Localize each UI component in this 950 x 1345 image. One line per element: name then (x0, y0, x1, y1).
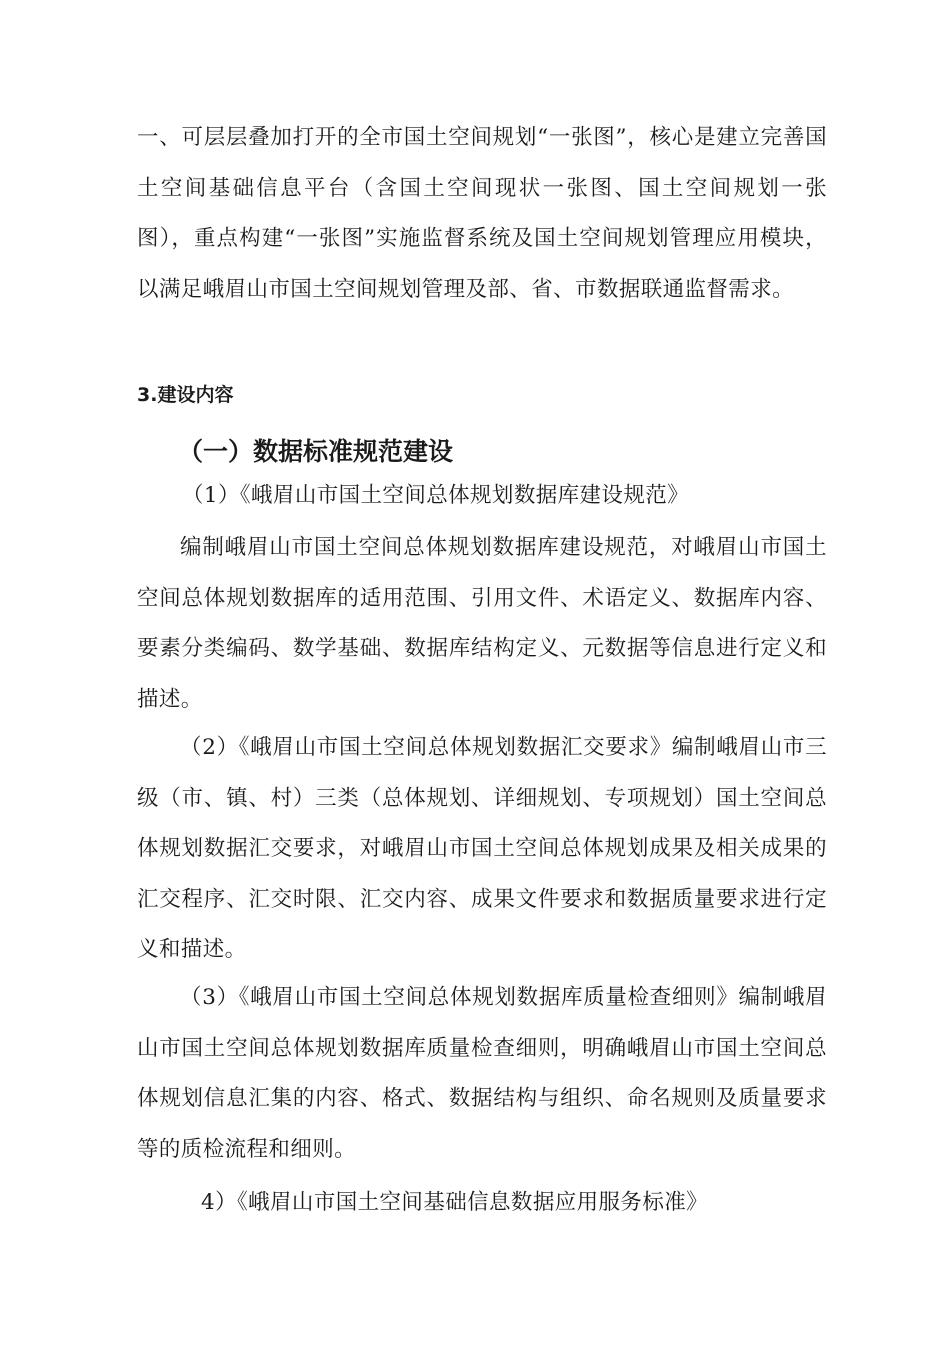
item-1-title: （1）《峨眉山市国土空间总体规划数据库建设规范》 (182, 483, 690, 508)
section-heading: 3.建设内容 (137, 384, 234, 406)
intro-paragraph: 一、可层层叠加打开的全市国土空间规划“一张图”，核心是建立完善国土空间基础信息平台（含国土空间现状一张图、国土空间规划一张图），重点构建“一张图”实施监督系统及国土空间规划管理应用模块，以满足峨眉山市国土空间规划管理及部、省、市数据联通监督需求。 (137, 125, 827, 302)
subsection-heading: （一）数据标准规范建设 (178, 437, 454, 466)
item-2-body: （2）《峨眉山市国土空间总体规划数据汇交要求》编制峨眉山市三级（市、镇、村）三类（总体规划、详细规划、专项规划）国土空间总体规划数据汇交要求，对峨眉山市国土空间总体规划成果及相关成果的汇交程序、汇交时限、汇交内容、成果文件要求和数据质量要求进行定义和描述。 (137, 735, 827, 962)
item-4-title: 4）《峨眉山市国土空间基础信息数据应用服务标准》 (201, 1190, 709, 1215)
item-3-body: （3）《峨眉山市国土空间总体规划数据库质量检查细则》编制峨眉山市国土空间总体规划数据库质量检查细则，明确峨眉山市国土空间总体规划信息汇集的内容、格式、数据结构与组织、命名规则及质量要求等的质检流程和细则。 (137, 985, 827, 1162)
item-1-body: 编制峨眉山市国土空间总体规划数据库建设规范，对峨眉山市国土空间总体规划数据库的适用范围、引用文件、术语定义、数据库内容、要素分类编码、数学基础、数据库结构定义、元数据等信息进行定义和描述。 (137, 535, 827, 712)
